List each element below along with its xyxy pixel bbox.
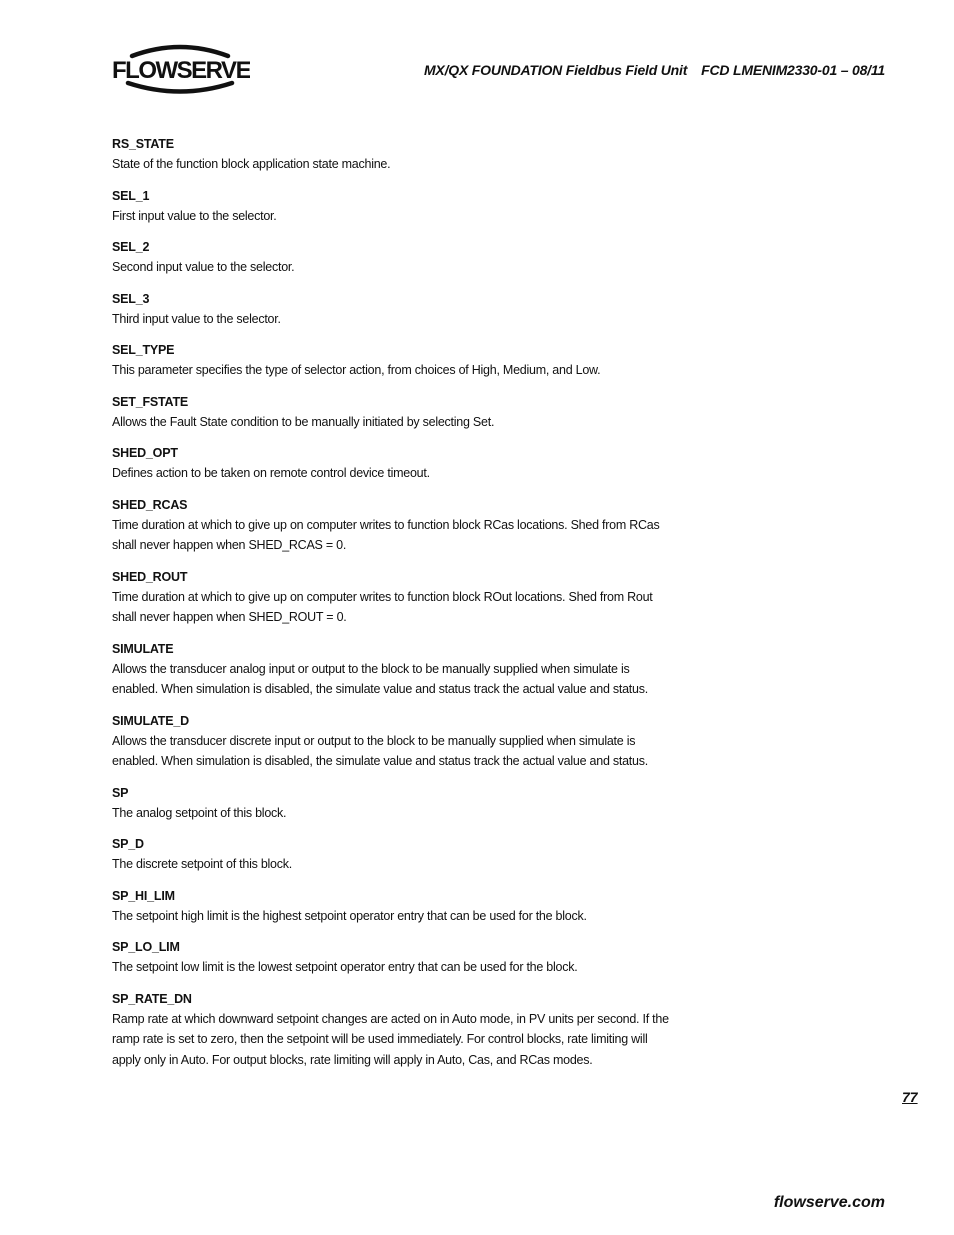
parameter-name: SHED_RCAS [112,497,188,512]
parameter-name: SP [112,785,129,800]
parameter-entry [112,991,672,1071]
parameter-name: SEL_2 [112,240,150,254]
parameter-name: SIMULATE_D [112,713,189,728]
parameter-description: Allows the Fault State condition to be manually initiated by selecting Set. [112,414,495,429]
parameter-name: SHED_OPT [112,446,178,460]
parameter-name: SP_HI_LIM [112,888,175,903]
flowserve-logo [110,40,250,96]
parameter-description: Time duration at which to give up on computer writes to function block ROut locations. Shed from Rout shall never happen when SHED_ROUT = 0. [112,589,653,624]
parameter-entry [112,394,672,433]
doc-title: MX/QX FOUNDATION Fieldbus Field Unit [423,62,688,78]
parameter-entry [112,785,672,824]
parameter-name: SEL_1 [112,188,150,203]
parameter-entry [112,497,672,556]
parameter-description: The analog setpoint of this block. [112,805,287,820]
parameter-description: Second input value to the selector. [112,260,295,274]
page-number: 77 [902,1089,918,1105]
parameter-description: The setpoint low limit is the lowest setpoint operator entry that can be used for the block. [112,960,578,974]
footer-url[interactable]: flowserve.com [773,1194,885,1211]
parameter-description: Allows the transducer discrete input or output to the block to be manually supplied when simulate is enabled. When simulation is disabled, the simulate value and status track the actual value and status. [112,733,648,768]
parameter-entry [112,342,672,381]
parameter-description: The discrete setpoint of this block. [112,857,292,871]
parameter-name: SET_FSTATE [112,394,189,409]
parameter-description: Ramp rate at which downward setpoint changes are acted on in Auto mode, in PV units per second. If the ramp rate is set to zero, then the setpoint will be used immediately. For control blocks, rate limiting will apply only in Auto. For output blocks, rate limiting will apply in Auto, Cas, and RCas modes. [112,1011,669,1067]
parameter-entry [112,836,672,875]
parameter-description: Time duration at which to give up on computer writes to function block RCas locations. Shed from RCas shall never happen when SHED_RCAS = 0. [112,517,660,552]
parameter-description: This parameter specifies the type of selector action, from choices of High, Medium, and Low. [112,363,601,377]
parameter-entry [112,939,672,978]
parameter-entry [112,713,672,772]
parameter-entry [112,569,672,628]
parameter-list [112,136,672,1083]
parameter-name: RS_STATE [112,137,174,151]
parameter-description: Allows the transducer analog input or output to the block to be manually supplied when simulate is enabled. When simulation is disabled, the simulate value and status track the actual value and status. [112,661,648,696]
parameter-name: SP_LO_LIM [112,940,180,954]
parameter-name: SP_RATE_DN [112,991,192,1006]
logo-wordmark: FLOWSERVE [112,57,250,84]
parameter-name: SEL_3 [112,291,150,306]
parameter-entry [112,445,672,484]
parameter-description: The setpoint high limit is the highest setpoint operator entry that can be used for the block. [112,908,587,923]
parameter-name: SIMULATE [112,641,174,656]
parameter-description: State of the function block application state machine. [112,157,391,171]
parameter-name: SHED_ROUT [112,569,188,584]
parameter-description: First input value to the selector. [112,208,277,223]
parameter-entry [112,188,672,227]
parameter-description: Defines action to be taken on remote control device timeout. [112,466,430,480]
parameter-entry [112,888,672,927]
parameter-entry [112,641,672,700]
parameter-description: Third input value to the selector. [112,311,281,326]
parameter-name: SEL_TYPE [112,343,175,357]
parameter-entry [112,291,672,330]
parameter-entry [112,239,672,278]
parameter-name: SP_D [112,837,144,851]
document-header [424,62,885,78]
parameter-entry [112,136,672,175]
doc-code: FCD LMENIM2330-01 – 08/11 [701,62,885,78]
